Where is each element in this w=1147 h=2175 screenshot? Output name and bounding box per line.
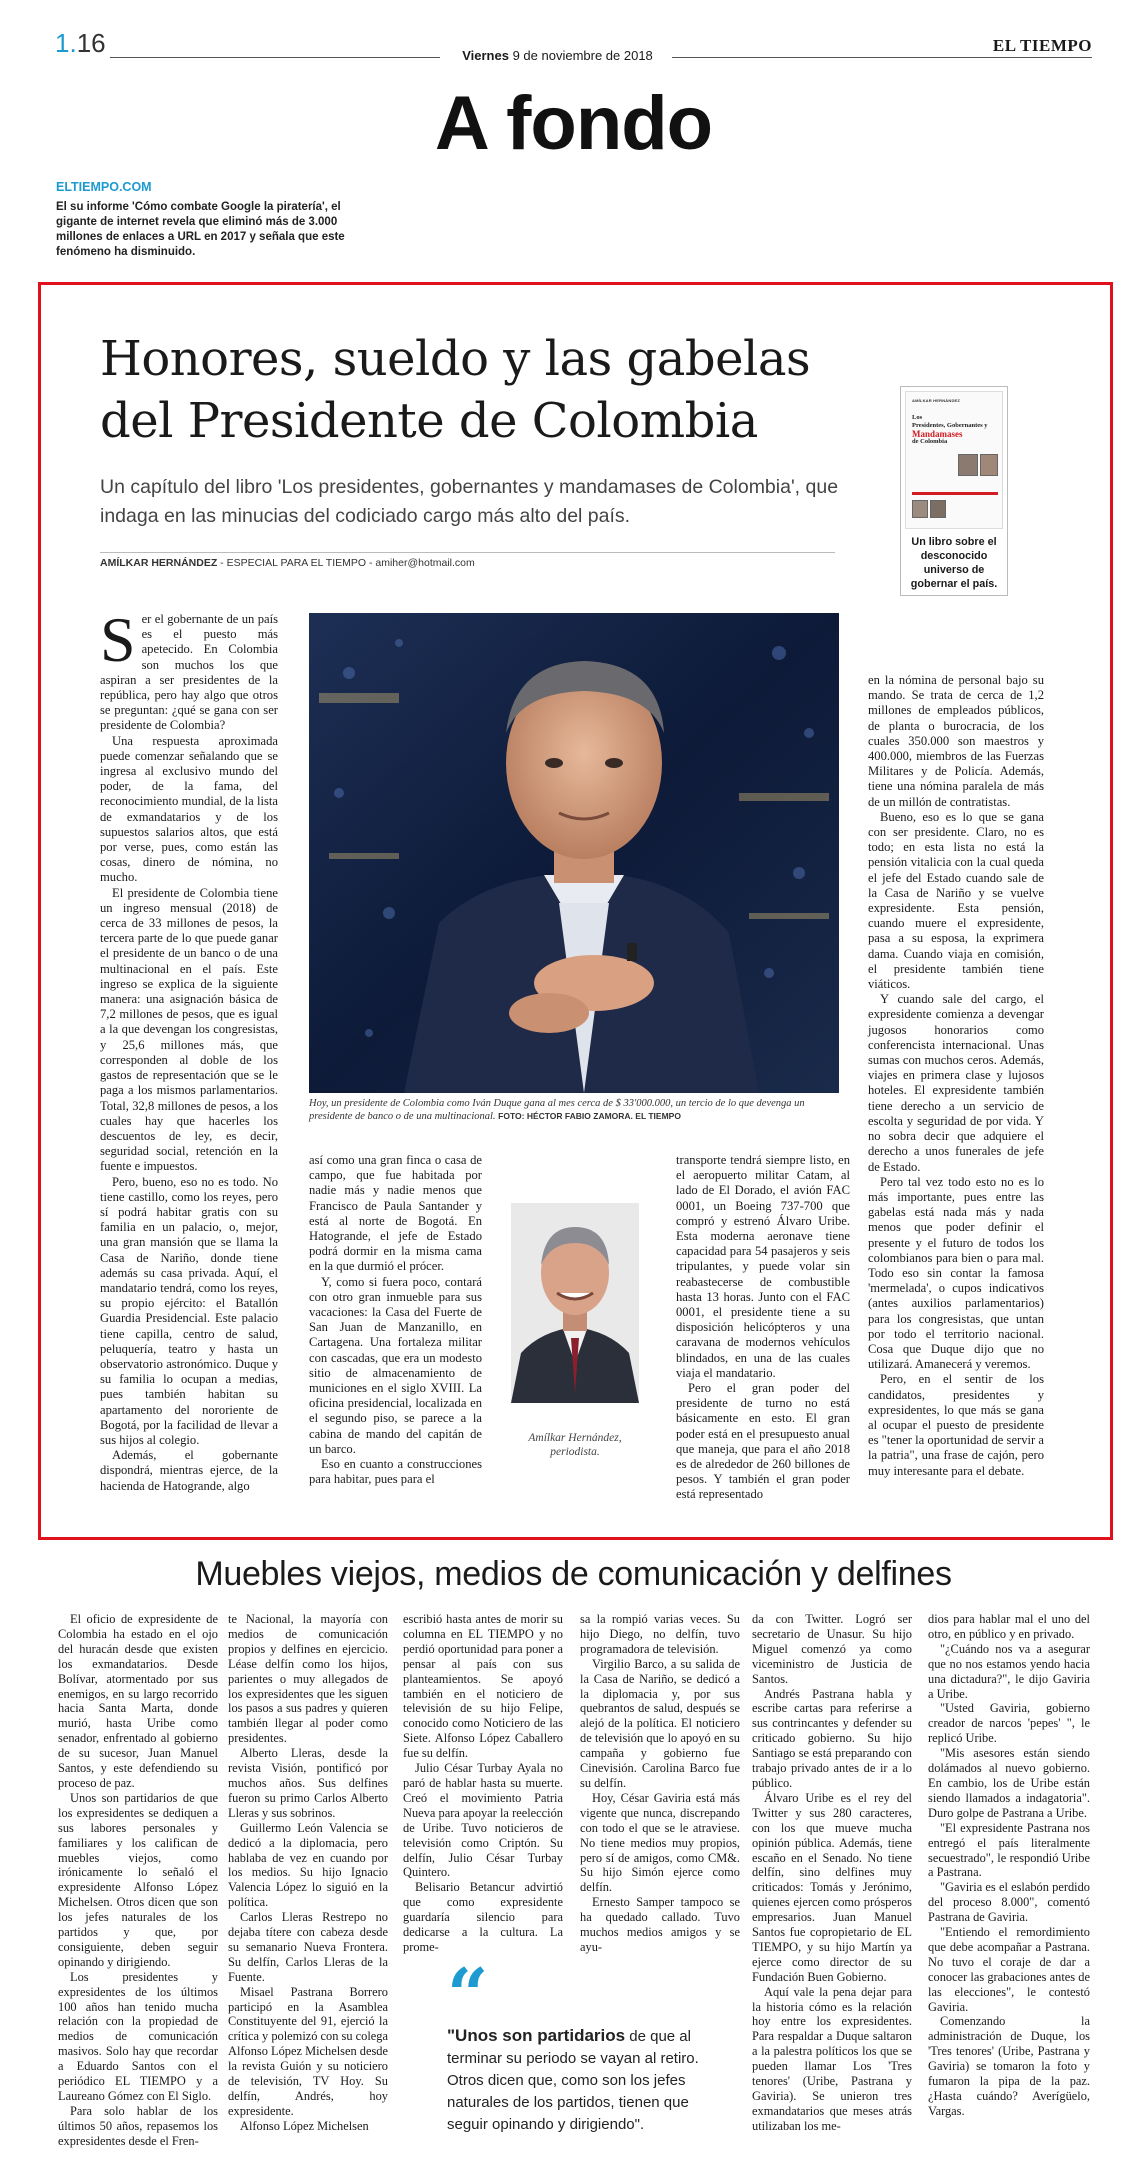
pull-quote-bold: "Unos son partidarios <box>447 2026 626 2045</box>
masthead-rule-right <box>672 57 1092 58</box>
article-paragraph: Carlos Lleras Restrepo no dejaba títere con cabeza desde su semanario Nueva Frontera. Su delfín, Carlos Lleras de la Fuente. <box>228 1910 388 1984</box>
article-column-4 <box>868 673 1044 1479</box>
article-paragraph: Además, el gobernante dispondrá, mientras ejerce, de la hacienda de Hatogrande, algo <box>100 1448 278 1493</box>
quote-mark-icon: “ <box>447 1952 489 2037</box>
article-paragraph: te Nacional, la mayoría con medios de comunicación propios y delfines en ejercicio. Léase delfín como los hijos, parientes o muy allegados de los expresidentes que les siguen los pasos a sus padres y quieren también llegar al poder como presidentes. <box>228 1612 388 1746</box>
article-byline <box>100 557 835 569</box>
article-paragraph: Alfonso López Michelsen <box>240 2118 369 2133</box>
article-paragraph: Y cuando sale del cargo, el expresidente comienza a devengar jugosos honorarios como conferencista internacional. Unas sumas con muchos ceros. Además, viajes en primera clase y lujosos hoteles. El expresidente también tiene derecho a un servicio de escolta y seguridad de por vida. Y no sobra decir que adquiere el derecho a unos funerales de jefe de Estado. <box>868 992 1044 1174</box>
book-caption: Un libro sobre el desconocido universo de gobernar el país. <box>910 536 998 590</box>
article-paragraph: transporte tendrá siempre listo, en el aeropuerto militar Catam, al lado de El Dorado, el avión FAC 0001, un Boeing 737-700 que compró y estrenó Álvaro Uribe. Esta moderna aeronave tiene capacidad para 54 pasajeros y seis tripulantes, y puede volar sin reabastecerse de combustible hasta 13 horas. Junto con el FAC 0001, el presidente tiene a su disposición helicópteros y una caravana de modernos vehículos blindados, en una de las cuales viaja el mandatario. <box>676 1153 850 1380</box>
pull-quote-text <box>447 2025 707 2136</box>
main-photo-illustration <box>309 613 839 1093</box>
book-cover-title <box>912 414 1002 446</box>
book-cover-author: AMÍLKAR HERNÁNDEZ <box>912 398 961 403</box>
book-box <box>900 386 1008 596</box>
article-paragraph: Eso en cuanto a construcciones para habitar, pues para el <box>309 1457 482 1487</box>
second-column-1 <box>58 1612 218 2149</box>
book-cover-stripe <box>912 492 998 495</box>
article-paragraph: Julio César Turbay Ayala no paró de hablar hasta su muerte. Creó el movimiento Patria Nueva para apoyar la reelección de Uribe. Tuvo noticieros de televisión como Criptón. Su delfín, Julio César Turbay Quintero. <box>403 1761 563 1880</box>
article-column-1 <box>100 604 278 1494</box>
article-paragraph: Pero el gran poder del presidente de turno no está básicamente en esto. El gran poder está en el presupuesto anual que maneja, que para el año 2018 es de alrededor de 260 billones de pesos. Y también el gran poder está representado <box>676 1381 850 1502</box>
article-paragraph: Una respuesta aproximada puede comenzar señalando que se ingresa al exclusivo mundo del poder, de la fama, del reconocimiento mundial, de la lista de exmandatarios y de los supuestos salarios altos, que está por verse, pues, como están las cosas, dinero de nómina, no mucho. <box>100 733 278 885</box>
main-photo-ivan-duque <box>309 613 839 1093</box>
newspaper-brand: EL TIEMPO <box>992 36 1092 55</box>
article-paragraph: "Entiendo el remordimiento que debe acompañar a Pastrana. No tuvo el coraje de dar a conocer las grabaciones antes de las elecciones", le contestó Gaviria. <box>928 1925 1090 2014</box>
book-cover <box>905 391 1003 529</box>
article-paragraph: Hoy, César Gaviria está más vigente que nunca, discrepando con todo el que se le atraviese. No tiene medios muy propios, pero sí de amigos, como CM&. Su hijo Simón ejerce como delfín. <box>580 1790 740 1895</box>
article-paragraph: escribió hasta antes de morir su columna en EL TIEMPO y no perdió oportunidad para poner a pensar al país con sus planteamientos. Se apoyó también en el noticiero de televisión de su hijo Felipe, conocido como Noticiero de las Siete. Alfonso López Caballero fue su delfín. <box>403 1612 563 1761</box>
page-number-suffix: 16 <box>76 28 106 58</box>
page-number <box>55 28 106 59</box>
photo-caption-text: Hoy, un presidente de Colombia como Iván Duque gana al mes cerca de $ 33'000.000, un tercio de lo que devenga un presidente de banco o de una multinacional. <box>309 1098 805 1122</box>
second-column-2 <box>228 1612 388 2134</box>
article-paragraph: Unos son partidarios de que los expresidentes se dediquen a sus labores personales y familiares y los califican de muebles viejos, como irónicamente lo señaló el expresidente Alfonso López Michelsen. Otros dicen que son los jefes naturales de los partidos y que, por consiguiente, deben seguir opinando y dirigiendo. <box>58 1790 218 1969</box>
article-paragraph: Aquí vale la pena dejar para la historia cómo es la relación hoy entre los expresidentes. Para respaldar a Duque saltaron a la palestra políticos los que se pueden llamar Los 'Tres tenores' (Uribe, Pastrana y Gaviria). Se unieron tres exmandatarios que meses atrás utilizaban los me- <box>752 1984 912 2133</box>
article-paragraph: "Gaviria es el eslabón perdido del proceso 8.000", comentó Pastrana de Gaviria. <box>928 1880 1090 1925</box>
article-paragraph: El oficio de expresidente de Colombia ha estado en el ojo del huracán desde que existen los exmandatarios. Desde Bolívar, atormentado por sus enemigos, en su largo recorrido hacia Santa Marta, donde murió, hasta Uribe como senador, enfrentado al gobierno de su sucesor, Juan Manuel Santos, y este defendiendo su proceso de paz. <box>58 1612 218 1790</box>
article-paragraph: Belisario Betancur advirtió que como expresidente guardaría silencio para dedicarse a la cultura. La prome- <box>403 1880 563 1954</box>
pull-quote <box>447 1952 707 2136</box>
drop-cap: S <box>100 604 136 675</box>
article-paragraph: Ernesto Samper tampoco se ha quedado callado. Tuvo muchos medios amigos y se ayu- <box>580 1895 740 1954</box>
article-paragraph: Misael Pastrana Borrero participó en la Asamblea Constituyente del 91, ejerció la crítica y polemizó con su colega Alfonso López Michelsen desde la revista Guión y su noticiero de televisión, TV Hoy. Su delfín, Andrés, hoy expresidente. <box>228 1984 389 2118</box>
second-column-5 <box>752 1612 912 2134</box>
article-paragraph: Pero, en el sentir de los candidatos, presidentes y expresidentes, lo que más se gana al ocupar el puesto de presidente es "tener la oportunidad de servir a la patria", una frase de cajón, pero muy interesante para el debate. <box>868 1372 1044 1478</box>
article-paragraph: Para solo hablar de los últimos 50 años, repasemos los expresidentes desde el Fren- <box>58 2103 218 2148</box>
article-paragraph: Comenzando la administración de Duque, los 'Tres tenores' (Uribe, Pastrana y Gaviria) se tomaron la foto y fumaron la pipa de la paz. ¿Hasta cuándo? Averígüelo, Vargas. <box>928 2014 1090 2118</box>
author-photo-caption: Amílkar Hernández, periodista. <box>528 1432 622 1458</box>
author-photo-illustration <box>511 1203 639 1403</box>
article-paragraph: Virgilio Barco, a su salida de la Casa de Nariño, se dedicó a la diplomacia y, por sus quebrantos de salud, después se alejó de la política. El noticiero de televisión que lo apoyó en su campaña y gobierno fue Cinevisión. Carolina Barco fue su delfín. <box>580 1656 740 1790</box>
book-cover-title-1: Los <box>912 414 923 421</box>
page-number-prefix: 1. <box>55 28 77 58</box>
article-paragraph: El presidente de Colombia tiene un ingreso mensual (2018) de cerca de 33 millones de pesos, la tercera parte de lo que puede ganar el presidente de un banco o de una multinacional en el país. Este ingreso se explica de la siguiente manera: una asignación básica de 7,2 millones de pesos, que es igual a la que devengan los congresistas, y 25,6 millones más, que corresponden al doble de los gastos de representación que se le paga a los mismos parlamentarios. Total, 32,8 millones de pesos, a los cuales hay que hacerles los descuentos de ley, es decir, seguridad social, retención en la fuente e impuestos. <box>100 885 278 1174</box>
section-title: A fondo <box>434 81 713 166</box>
second-article-headline: Muebles viejos, medios de comunicación y delfines <box>195 1555 952 1593</box>
article-column-2 <box>309 1153 482 1487</box>
web-promo <box>56 180 356 260</box>
book-cover-portrait <box>912 500 928 518</box>
second-column-3 <box>403 1612 563 1955</box>
article-paragraph: Y, como si fuera poco, contará con otro gran inmueble para sus vacaciones: la Casa del Fuerte de San Juan de Manzanillo, en Cartagena. Una fortaleza militar con cascadas, que era un modesto sitio de almacenamiento de municiones en el siglo XVIII. La oficina presidencial, localizada en el segundo piso, se parece a la cabina de mando del capitán de un barco. <box>309 1274 482 1456</box>
article-paragraph: "El expresidente Pastrana nos entregó el país literalmente secuestrado", le respondió Uribe a Pastrana. <box>928 1820 1090 1880</box>
paragraph-text: er el gobernante de un país es el puesto más apetecido. En Colombia son muchos los que aspiran a ser presidentes de la república, pero hay algo que otros se preguntan: ¿qué se gana con ser presidente de Colombia? <box>100 612 278 733</box>
second-column-6 <box>928 1612 1090 2119</box>
article-column-3 <box>676 1153 850 1503</box>
book-cover-portrait <box>930 500 946 518</box>
article-deck: Un capítulo del libro 'Los presidentes, gobernantes y mandamases de Colombia', que indaga en las minucias del codiciado cargo más alto del país. <box>100 476 839 527</box>
pull-quote-rest: de que al terminar su periodo se vayan al retiro. Otros dicen que, como son los jefes naturales de los partidos, tienen que seguir opinando y dirigiendo". <box>447 2028 699 2133</box>
article-paragraph: da con Twitter. Logró ser secretario de Unasur. Su hijo Miguel comenzó ya como viceministro de Justicia de Santos. <box>752 1612 912 1686</box>
book-cover-portrait <box>980 454 998 476</box>
article-paragraph: Álvaro Uribe es el rey del Twitter y sus 280 caracteres, con los que mueve mucha opinión pública. Además, tiene escaño en el Senado. No tiene delfín, sino delfines muy criticados: Tomás y Jerónimo, quienes ejercen como prósperos empresarios. Juan Manuel Santos fue copropietario de EL TIEMPO, y su hijo Martín ya ejerce como director de su Fundación Buen Gobierno. <box>752 1790 912 1984</box>
article-paragraph: Alberto Lleras, desde la revista Visión, pontificó por muchos años. Sus delfines fueron su primo Carlos Alberto Lleras y sus sobrinos. <box>228 1746 388 1820</box>
second-column-4 <box>580 1612 740 1955</box>
photo-credit: FOTO: HÉCTOR FABIO ZAMORA. EL TIEMPO <box>498 1111 681 1121</box>
article-paragraph: "Mis asesores están siendo dolámados al nuevo gobierno. En cambio, los de Uribe están siendo llamados a indagatoria". Duro golpe de Pastrana a Uribe. <box>928 1746 1090 1820</box>
article-paragraph: Los presidentes y expresidentes de los últimos 100 años han tenido mucha relación con la propiedad de medios de comunicación masivos. Solo hay que recordar a Eduardo Santos con el periódico EL TIEMPO y a Laureano Gómez con El Siglo. <box>58 1969 218 2103</box>
book-cover-title-2: Presidentes, Gobernantes y <box>912 422 988 429</box>
article-paragraph: así como una gran finca o casa de campo, que fue habitada por nadie más y nadie menos que Francisco de Paula Santander y está al norte de Bogotá. En Hatogrande, el jefe de Estado podrá dormir en la misma cama en la que durmió el prócer. <box>309 1153 482 1274</box>
article-paragraph: Pero, bueno, eso no es todo. No tiene castillo, como los reyes, pero sí podrá habitar gratis con su familia en un palacio, o, mejor, una gran mansión que se llama la Casa de Nariño, donde tiene además su casa privada. Aquí, el mandatario tendrá, como los reyes, su propio ejército: el Batallón Guardia Presidencial. Este palacio tiene capilla, centro de salud, peluquería, teatro y hasta un observatorio astronómico. Duque y su familia lo ocupan a medias, pues también habitan su apartamento del nororiente de Bogotá, por la facilidad de llevar a sus hijos al colegio. <box>100 1174 278 1447</box>
headline-line-2: del Presidente de Colombia <box>100 393 758 449</box>
article-paragraph: Pero tal vez todo esto no es lo más importante, pues entre las gabelas está nada más y nada menos que poder definir el presente y el futuro de todos los colombianos para bien o para mal. Todo eso sin contar la famosa 'mermelada', o cupos indicativos (antes auxilios parlamentarios) para los congresistas, que untan por todo el territorio nacional. Cosa que Duque dijo que no utilizará. Amanecerá y veremos. <box>868 1174 1044 1372</box>
article-headline <box>100 328 860 452</box>
article-paragraph: Bueno, eso es lo que se gana con ser presidente. Claro, no es todo; en esta lista no está la pensión vitalicia con la cual queda el jefe del Estado cuando sale de la Casa de Nariño y se vuelve expresidente. Esta pensión, cuando muere el expresidente, pasa a su esposa, la exprimera dama. Cuando viaja en comisión, el presidente también tiene viáticos. <box>868 809 1044 992</box>
byline-rule <box>100 552 835 553</box>
article-paragraph <box>100 604 278 734</box>
article-paragraph: "Usted Gaviria, gobierno creador de narcos 'pepes' ", le replicó Uribe. <box>928 1701 1090 1746</box>
article-paragraph: en la nómina de personal bajo su mando. Se trata de cerca de 1,2 millones de empleados públicos, de planta o burocracia, de los cuales 350.000 son maestros y 400.000, miembros de las Fuerzas Militares y de Policía. Además, tiene una nómina paralela de más de un millón de contratistas. <box>868 673 1044 809</box>
headline-line-1: Honores, sueldo y las gabelas <box>100 331 811 387</box>
article-paragraph: sa la rompió varias veces. Su hijo Diego, no delfín, tuvo programadora de televisión. <box>580 1612 740 1656</box>
article-paragraph: Guillermo León Valencia se dedicó a la diplomacia, pero hablaba de vez en cuando por los medios. Su hijo Ignacio Valencia López lo siguió en la política. <box>228 1820 388 1910</box>
article-paragraph: "¿Cuándo nos va a asegurar que no nos estamos yendo hacia una dictadura?", le dijo Gaviria a Uribe. <box>928 1641 1090 1701</box>
date-day: Viernes <box>462 48 509 63</box>
date-rest: 9 de noviembre de 2018 <box>512 48 653 63</box>
author-photo <box>511 1203 639 1403</box>
book-cover-portrait <box>958 454 978 476</box>
book-cover-title-4: de Colombia <box>912 438 948 445</box>
promo-text: El su informe 'Cómo combate Google la piratería', el gigante de internet revela que eliminó más de 3.000 millones de enlaces a URL en 2017 y señala que este fenómeno ha disminuido. <box>56 201 345 258</box>
book-cover-title-3: Mandamases <box>912 429 963 439</box>
masthead-rule-left <box>110 57 440 58</box>
article-paragraph: dios para hablar mal el uno del otro, en público y en privado. <box>928 1612 1090 1641</box>
article-paragraph: Andrés Pastrana habla y escribe cartas para referirse a sus contrincantes y defender su criticado gobierno. Su hijo Santiago se está preparando con trabajo privado antes de ir a lo público. <box>752 1686 912 1790</box>
byline-rest: - ESPECIAL PARA EL TIEMPO - amiher@hotmail.com <box>217 557 475 569</box>
promo-site-link[interactable]: ELTIEMPO.COM <box>56 180 152 194</box>
publication-date <box>445 48 670 63</box>
byline-name: AMÍLKAR HERNÁNDEZ <box>100 557 218 569</box>
main-photo-caption <box>309 1097 839 1123</box>
